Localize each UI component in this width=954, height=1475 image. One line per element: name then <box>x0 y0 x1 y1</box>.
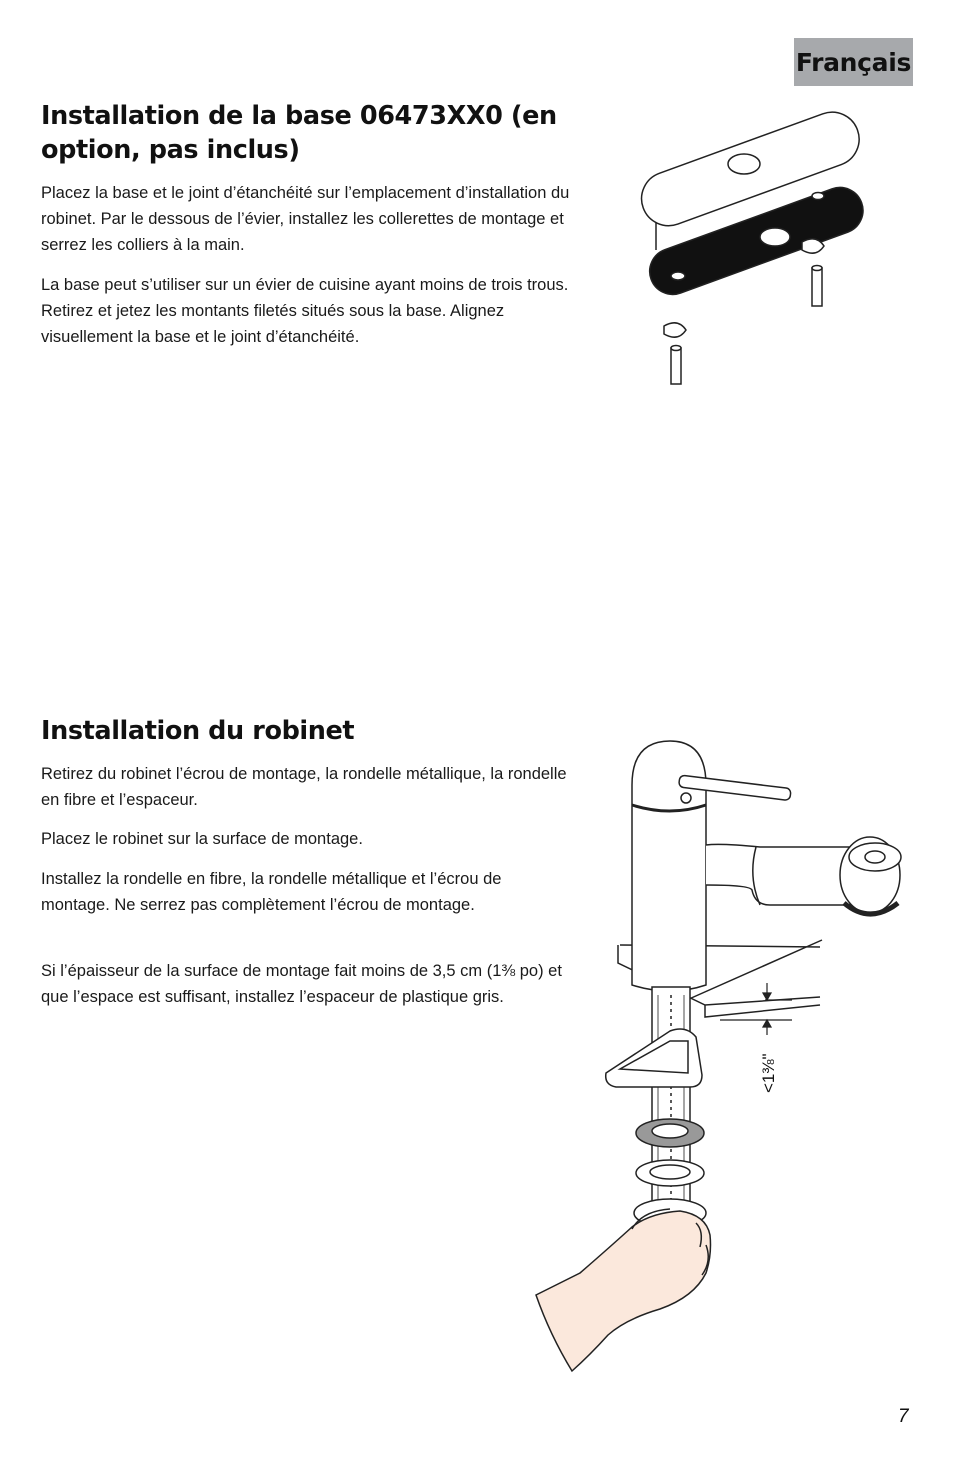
robinet-paragraph-1: Retirez du robinet l’écrou de montage, la rondelle métallique, la rondelle en fibre et l’espaceur. <box>41 765 567 809</box>
robinet-paragraph-4: Si l’épaisseur de la surface de montage fait moins de 3,5 cm (1⅜ po) et que l’espace est suffisant, installez l’espaceur de plastique gris. <box>41 962 562 1006</box>
section-title-robinet: Installation du robinet <box>41 716 355 746</box>
robinet-paragraph-2: Placez le robinet sur la surface de montage. <box>41 830 363 848</box>
base-paragraph-1: Placez la base et le joint d’étanchéité sur l’emplacement d’installation du robinet. Par le dessous de l’évier, installez les collerettes de montage et serrez les colliers à la main. <box>41 184 570 254</box>
base-paragraph-2: La base peut s’utiliser sur un évier de cuisine ayant moins de trois trous. Retirez et jetez les montants filetés situés sous la base. Alignez visuellement la base et le joint d’étanchéité. <box>41 276 569 346</box>
base-plate-illustration <box>630 100 870 400</box>
robinet-paragraph-3: Installez la rondelle en fibre, la rondelle métallique et l’écrou de montage. Ne serrez pas complètement l’écrou de montage. <box>41 870 502 914</box>
language-tab: Français <box>794 38 913 86</box>
faucet-installation-illustration <box>520 735 920 1385</box>
dimension-label: <1⅜" <box>759 1053 778 1093</box>
page-number: 7 <box>898 1406 909 1427</box>
section-title-base: Installation de la base 06473XX0 (en option, pas inclus) <box>41 101 557 165</box>
